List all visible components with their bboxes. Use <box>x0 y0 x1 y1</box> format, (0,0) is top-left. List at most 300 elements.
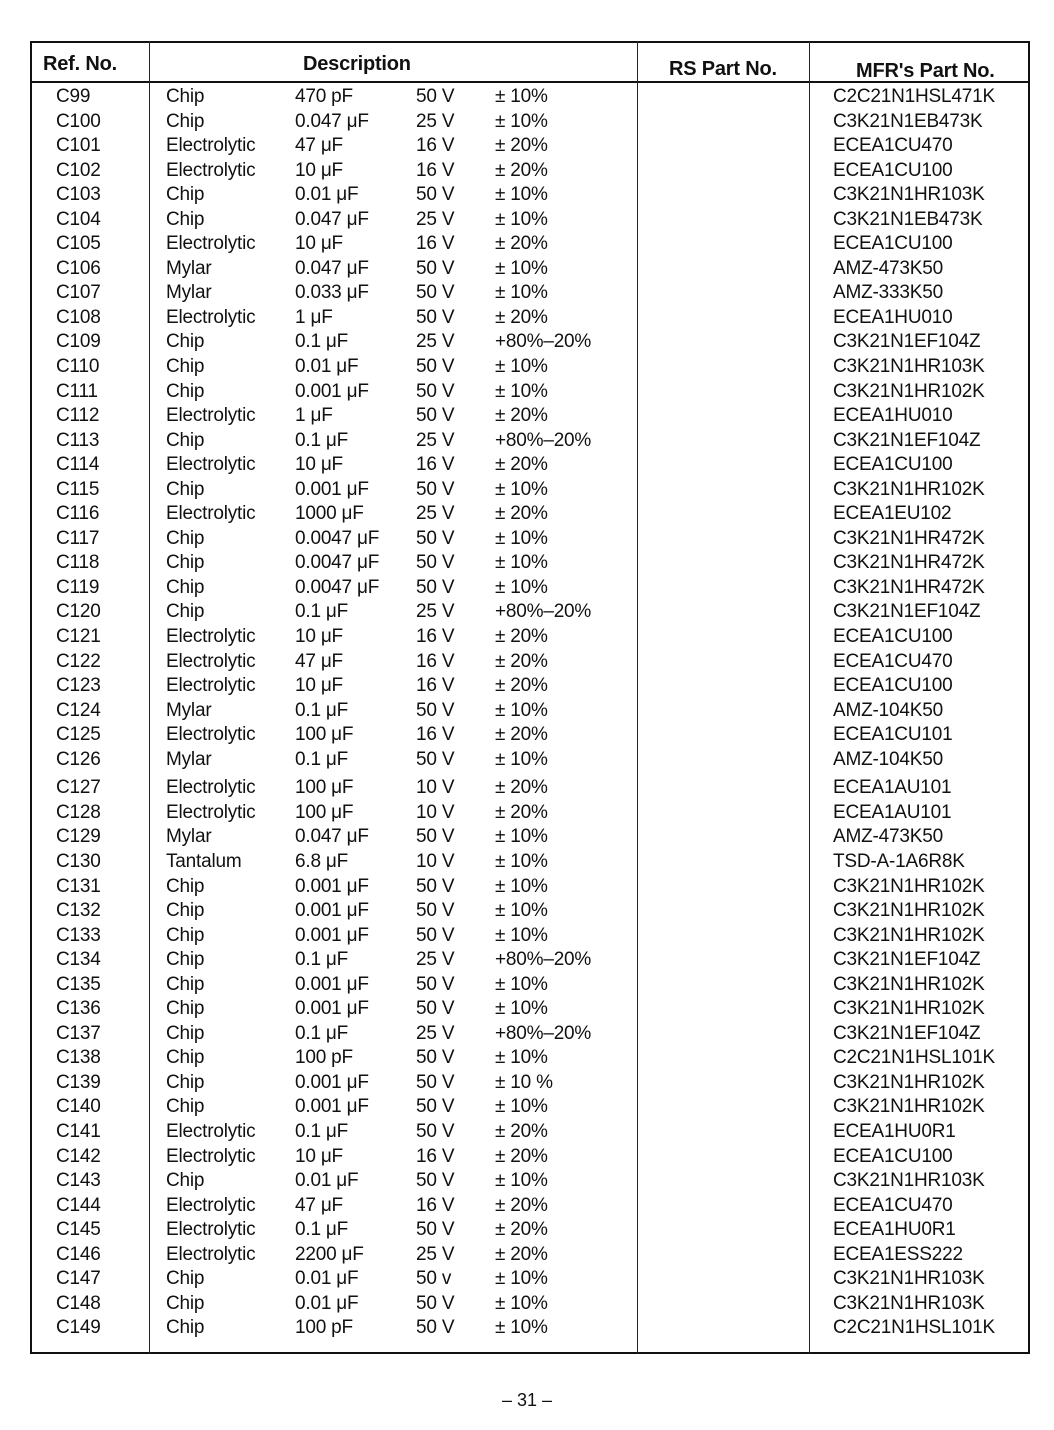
mfr-part-cell: C3K21N1HR472K <box>833 552 985 574</box>
tolerance-cell: ± 20% <box>495 724 548 746</box>
value-cell: 0.001 μF <box>295 900 369 922</box>
ref-no-cell: C106 <box>56 257 101 279</box>
tolerance-cell: ± 20% <box>495 1243 548 1265</box>
value-cell: 0.001 μF <box>295 478 369 500</box>
table-row <box>0 948 1054 973</box>
mfr-part-cell: C3K21N1HR102K <box>833 998 985 1020</box>
ref-no-cell: C148 <box>56 1292 101 1314</box>
mfr-part-cell: C2C21N1HSL101K <box>833 1047 995 1069</box>
table-row <box>0 1046 1054 1071</box>
value-cell: 0.01 μF <box>295 1268 359 1290</box>
value-cell: 100 μF <box>295 777 354 799</box>
mfr-part-cell: C3K21N1EF104Z <box>833 949 981 971</box>
table-row <box>0 404 1054 429</box>
ref-no-cell: C129 <box>56 826 101 848</box>
tolerance-cell: ± 10% <box>495 1170 548 1192</box>
tolerance-cell: ± 20% <box>495 159 548 181</box>
value-cell: 0.01 μF <box>295 356 359 378</box>
value-cell: 0.001 μF <box>295 1096 369 1118</box>
tolerance-cell: ± 10% <box>495 850 548 872</box>
table-row <box>0 1120 1054 1145</box>
type-cell: Electrolytic <box>166 1219 256 1241</box>
mfr-part-cell: ECEA1CU100 <box>833 159 953 181</box>
table-row <box>0 973 1054 998</box>
table-row <box>0 850 1054 875</box>
ref-no-cell: C139 <box>56 1071 101 1093</box>
tolerance-cell: +80%–20% <box>495 331 592 353</box>
value-cell: 0.01 μF <box>295 184 359 206</box>
voltage-cell: 16 V <box>416 675 455 697</box>
mfr-part-cell: ECEA1CU100 <box>833 1145 953 1167</box>
value-cell: 0.1 μF <box>295 1022 349 1044</box>
type-cell: Chip <box>166 1071 205 1093</box>
table-row <box>0 674 1054 699</box>
value-cell: 0.001 μF <box>295 973 369 995</box>
table-row <box>0 1267 1054 1292</box>
ref-no-cell: C117 <box>56 527 100 549</box>
type-cell: Chip <box>166 478 205 500</box>
value-cell: 100 pF <box>295 1317 353 1339</box>
voltage-cell: 25 V <box>416 1243 455 1265</box>
ref-no-cell: C107 <box>56 282 101 304</box>
tolerance-cell: ± 10 % <box>495 1071 553 1093</box>
value-cell: 0.0047 μF <box>295 527 380 549</box>
table-row <box>0 110 1054 135</box>
table-row <box>0 208 1054 233</box>
header-ref-no: Ref. No. <box>43 53 117 75</box>
table-row <box>0 1218 1054 1243</box>
type-cell: Electrolytic <box>166 503 256 525</box>
ref-no-cell: C147 <box>56 1268 101 1290</box>
value-cell: 100 μF <box>295 724 354 746</box>
ref-no-cell: C116 <box>56 503 100 525</box>
tolerance-cell: ± 10% <box>495 973 548 995</box>
value-cell: 6.8 μF <box>295 850 349 872</box>
mfr-part-cell: ECEA1AU101 <box>833 801 952 823</box>
ref-no-cell: C120 <box>56 601 101 623</box>
type-cell: Electrolytic <box>166 135 256 157</box>
tolerance-cell: ± 20% <box>495 1120 548 1142</box>
mfr-part-cell: C3K21N1HR102K <box>833 1096 985 1118</box>
voltage-cell: 25 V <box>416 503 455 525</box>
type-cell: Chip <box>166 1292 205 1314</box>
mfr-part-cell: C3K21N1HR103K <box>833 1170 985 1192</box>
voltage-cell: 50 V <box>416 1317 455 1339</box>
ref-no-cell: C111 <box>56 380 98 402</box>
tolerance-cell: ± 10% <box>495 86 548 107</box>
tolerance-cell: ± 10% <box>495 924 548 946</box>
voltage-cell: 50 V <box>416 900 455 922</box>
voltage-cell: 50 V <box>416 356 455 378</box>
mfr-part-cell: C3K21N1HR102K <box>833 478 985 500</box>
value-cell: 0.001 μF <box>295 998 369 1020</box>
type-cell: Mylar <box>166 282 212 304</box>
tolerance-cell: ± 20% <box>495 675 548 697</box>
voltage-cell: 25 V <box>416 949 455 971</box>
table-row <box>0 85 1054 110</box>
type-cell: Mylar <box>166 748 212 770</box>
mfr-part-cell: C3K21N1HR102K <box>833 1071 985 1093</box>
mfr-part-cell: ECEA1CU470 <box>833 1194 953 1216</box>
value-cell: 0.047 μF <box>295 257 369 279</box>
ref-no-cell: C143 <box>56 1170 101 1192</box>
mfr-part-cell: ECEA1HU010 <box>833 306 953 328</box>
value-cell: 0.1 μF <box>295 949 349 971</box>
voltage-cell: 10 V <box>416 850 455 872</box>
type-cell: Electrolytic <box>166 454 256 476</box>
voltage-cell: 10 V <box>416 777 455 799</box>
table-row <box>0 1169 1054 1194</box>
tolerance-cell: ± 20% <box>495 1219 548 1241</box>
ref-no-cell: C133 <box>56 924 101 946</box>
tolerance-cell: ± 10% <box>495 552 548 574</box>
value-cell: 0.001 μF <box>295 1071 369 1093</box>
table-row <box>0 723 1054 748</box>
voltage-cell: 25 V <box>416 601 455 623</box>
voltage-cell: 50 V <box>416 748 455 770</box>
table-row <box>0 355 1054 380</box>
voltage-cell: 50 V <box>416 184 455 206</box>
table-row <box>0 1095 1054 1120</box>
value-cell: 0.1 μF <box>295 429 349 451</box>
table-row <box>0 600 1054 625</box>
ref-no-cell: C114 <box>56 454 100 476</box>
table-row <box>0 576 1054 601</box>
voltage-cell: 16 V <box>416 454 455 476</box>
table-row <box>0 1292 1054 1317</box>
tolerance-cell: ± 10% <box>495 184 548 206</box>
value-cell: 0.047 μF <box>295 208 369 230</box>
value-cell: 0.001 μF <box>295 380 369 402</box>
type-cell: Electrolytic <box>166 626 256 648</box>
voltage-cell: 50 V <box>416 826 455 848</box>
mfr-part-cell: ECEA1CU470 <box>833 650 953 672</box>
type-cell: Electrolytic <box>166 1120 256 1142</box>
mfr-part-cell: ECEA1CU100 <box>833 233 953 255</box>
table-row <box>0 134 1054 159</box>
table-row <box>0 453 1054 478</box>
type-cell: Chip <box>166 429 205 451</box>
value-cell: 0.033 μF <box>295 282 369 304</box>
type-cell: Electrolytic <box>166 650 256 672</box>
voltage-cell: 50 V <box>416 527 455 549</box>
voltage-cell: 50 V <box>416 1047 455 1069</box>
table-row <box>0 478 1054 503</box>
value-cell: 47 μF <box>295 1194 343 1216</box>
voltage-cell: 50 V <box>416 282 455 304</box>
ref-no-cell: C130 <box>56 850 101 872</box>
voltage-cell: 10 V <box>416 801 455 823</box>
table-row <box>0 429 1054 454</box>
mfr-part-cell: AMZ-473K50 <box>833 257 943 279</box>
header-rs-part-no: RS Part No. <box>669 58 777 80</box>
mfr-part-cell: ECEA1EU102 <box>833 503 952 525</box>
ref-no-cell: C136 <box>56 998 101 1020</box>
value-cell: 0.1 μF <box>295 699 349 721</box>
type-cell: Chip <box>166 331 205 353</box>
table-row <box>0 1243 1054 1268</box>
table-row <box>0 527 1054 552</box>
ref-no-cell: C122 <box>56 650 101 672</box>
table-row <box>0 551 1054 576</box>
ref-no-cell: C142 <box>56 1145 101 1167</box>
tolerance-cell: ± 10% <box>495 748 548 770</box>
value-cell: 0.047 μF <box>295 110 369 132</box>
value-cell: 1 μF <box>295 405 333 427</box>
mfr-part-cell: AMZ-473K50 <box>833 826 943 848</box>
mfr-part-cell: AMZ-104K50 <box>833 699 943 721</box>
voltage-cell: 50 V <box>416 1120 455 1142</box>
value-cell: 100 μF <box>295 801 354 823</box>
header-description: Description <box>303 53 411 75</box>
tolerance-cell: ± 10% <box>495 875 548 897</box>
voltage-cell: 50 V <box>416 306 455 328</box>
mfr-part-cell: ECEA1CU100 <box>833 675 953 697</box>
voltage-cell: 50 V <box>416 478 455 500</box>
value-cell: 0.1 μF <box>295 748 349 770</box>
type-cell: Chip <box>166 380 205 402</box>
mfr-part-cell: ECEA1CU470 <box>833 135 953 157</box>
table-row <box>0 801 1054 826</box>
voltage-cell: 50 V <box>416 1170 455 1192</box>
mfr-part-cell: ECEA1HU010 <box>833 405 953 427</box>
type-cell: Chip <box>166 552 205 574</box>
tolerance-cell: ± 20% <box>495 1194 548 1216</box>
type-cell: Chip <box>166 184 205 206</box>
type-cell: Electrolytic <box>166 1243 256 1265</box>
tolerance-cell: ± 10% <box>495 356 548 378</box>
voltage-cell: 16 V <box>416 650 455 672</box>
ref-no-cell: C145 <box>56 1219 101 1241</box>
ref-no-cell: C112 <box>56 405 100 427</box>
type-cell: Chip <box>166 86 205 107</box>
voltage-cell: 50 V <box>416 1071 455 1093</box>
ref-no-cell: C109 <box>56 331 101 353</box>
table-row <box>0 699 1054 724</box>
voltage-cell: 16 V <box>416 724 455 746</box>
tolerance-cell: +80%–20% <box>495 949 592 971</box>
tolerance-cell: +80%–20% <box>495 1022 592 1044</box>
value-cell: 0.001 μF <box>295 924 369 946</box>
tolerance-cell: ± 10% <box>495 380 548 402</box>
table-row <box>0 997 1054 1022</box>
mfr-part-cell: ECEA1HU0R1 <box>833 1120 956 1142</box>
tolerance-cell: ± 20% <box>495 777 548 799</box>
voltage-cell: 16 V <box>416 135 455 157</box>
table-row <box>0 1145 1054 1170</box>
ref-no-cell: C124 <box>56 699 101 721</box>
tolerance-cell: ± 10% <box>495 208 548 230</box>
mfr-part-cell: ECEA1AU101 <box>833 777 952 799</box>
value-cell: 100 pF <box>295 1047 353 1069</box>
type-cell: Chip <box>166 1268 205 1290</box>
type-cell: Chip <box>166 356 205 378</box>
type-cell: Chip <box>166 527 205 549</box>
value-cell: 10 μF <box>295 675 343 697</box>
value-cell: 10 μF <box>295 626 343 648</box>
voltage-cell: 50 V <box>416 257 455 279</box>
type-cell: Electrolytic <box>166 777 256 799</box>
table-row <box>0 380 1054 405</box>
type-cell: Chip <box>166 973 205 995</box>
table-row <box>0 924 1054 949</box>
ref-no-cell: C123 <box>56 675 101 697</box>
tolerance-cell: ± 10% <box>495 699 548 721</box>
value-cell: 10 μF <box>295 1145 343 1167</box>
type-cell: Electrolytic <box>166 159 256 181</box>
tolerance-cell: ± 20% <box>495 650 548 672</box>
tolerance-cell: ± 10% <box>495 110 548 132</box>
voltage-cell: 50 V <box>416 86 455 107</box>
type-cell: Chip <box>166 208 205 230</box>
voltage-cell: 50 V <box>416 1219 455 1241</box>
mfr-part-cell: C3K21N1EF104Z <box>833 1022 981 1044</box>
type-cell: Chip <box>166 1170 205 1192</box>
voltage-cell: 50 V <box>416 924 455 946</box>
mfr-part-cell: C3K21N1HR102K <box>833 924 985 946</box>
voltage-cell: 50 V <box>416 1096 455 1118</box>
type-cell: Chip <box>166 1096 205 1118</box>
mfr-part-cell: C3K21N1EB473K <box>833 208 983 230</box>
voltage-cell: 50 V <box>416 380 455 402</box>
ref-no-cell: C134 <box>56 949 101 971</box>
mfr-part-cell: ECEA1ESS222 <box>833 1243 963 1265</box>
table-row <box>0 232 1054 257</box>
ref-no-cell: C149 <box>56 1317 101 1339</box>
tolerance-cell: ± 10% <box>495 1317 548 1339</box>
voltage-cell: 16 V <box>416 1145 455 1167</box>
header-mfr-part-no: MFR's Part No. <box>856 60 995 82</box>
type-cell: Chip <box>166 900 205 922</box>
voltage-cell: 50 V <box>416 552 455 574</box>
ref-no-cell: C138 <box>56 1047 101 1069</box>
type-cell: Chip <box>166 1047 205 1069</box>
ref-no-cell: C115 <box>56 478 100 500</box>
type-cell: Chip <box>166 576 205 598</box>
mfr-part-cell: C3K21N1HR103K <box>833 1268 985 1290</box>
tolerance-cell: ± 20% <box>495 405 548 427</box>
mfr-part-cell: C3K21N1HR102K <box>833 380 985 402</box>
table-row <box>0 330 1054 355</box>
tolerance-cell: ± 10% <box>495 527 548 549</box>
value-cell: 0.1 μF <box>295 1219 349 1241</box>
tolerance-cell: ± 20% <box>495 1145 548 1167</box>
voltage-cell: 16 V <box>416 233 455 255</box>
ref-no-cell: C131 <box>56 875 101 897</box>
value-cell: 0.01 μF <box>295 1292 359 1314</box>
mfr-part-cell: C3K21N1HR103K <box>833 1292 985 1314</box>
mfr-part-cell: ECEA1CU100 <box>833 626 953 648</box>
value-cell: 0.0047 μF <box>295 552 380 574</box>
mfr-part-cell: C3K21N1EF104Z <box>833 429 981 451</box>
mfr-part-cell: C2C21N1HSL471K <box>833 86 995 107</box>
value-cell: 0.047 μF <box>295 826 369 848</box>
voltage-cell: 25 V <box>416 429 455 451</box>
tolerance-cell: ± 20% <box>495 454 548 476</box>
voltage-cell: 50 V <box>416 998 455 1020</box>
ref-no-cell: C110 <box>56 356 100 378</box>
ref-no-cell: C105 <box>56 233 101 255</box>
tolerance-cell: ± 20% <box>495 233 548 255</box>
type-cell: Chip <box>166 1317 205 1339</box>
type-cell: Chip <box>166 110 205 132</box>
mfr-part-cell: C3K21N1HR102K <box>833 973 985 995</box>
voltage-cell: 50 V <box>416 875 455 897</box>
value-cell: 0.1 μF <box>295 1120 349 1142</box>
voltage-cell: 16 V <box>416 1194 455 1216</box>
table-row <box>0 1022 1054 1047</box>
ref-no-cell: C118 <box>56 552 100 574</box>
mfr-part-cell: C3K21N1HR103K <box>833 184 985 206</box>
mfr-part-cell: C3K21N1HR102K <box>833 900 985 922</box>
tolerance-cell: ± 10% <box>495 998 548 1020</box>
parts-table-body <box>0 85 1054 1341</box>
ref-no-cell: C100 <box>56 110 101 132</box>
ref-no-cell: C137 <box>56 1022 101 1044</box>
value-cell: 10 μF <box>295 159 343 181</box>
tolerance-cell: ± 10% <box>495 1292 548 1314</box>
tolerance-cell: ± 10% <box>495 282 548 304</box>
mfr-part-cell: AMZ-333K50 <box>833 282 943 304</box>
tolerance-cell: +80%–20% <box>495 429 592 451</box>
ref-no-cell: C103 <box>56 184 101 206</box>
ref-no-cell: C125 <box>56 724 101 746</box>
ref-no-cell: C108 <box>56 306 101 328</box>
voltage-cell: 50 V <box>416 1292 455 1314</box>
table-row <box>0 899 1054 924</box>
tolerance-cell: ± 10% <box>495 257 548 279</box>
type-cell: Electrolytic <box>166 306 256 328</box>
tolerance-cell: ± 10% <box>495 1047 548 1069</box>
type-cell: Chip <box>166 949 205 971</box>
value-cell: 0.1 μF <box>295 331 349 353</box>
table-row <box>0 1071 1054 1096</box>
ref-no-cell: C140 <box>56 1096 101 1118</box>
table-row <box>0 825 1054 850</box>
table-row <box>0 776 1054 801</box>
mfr-part-cell: C3K21N1HR102K <box>833 875 985 897</box>
table-row <box>0 183 1054 208</box>
type-cell: Electrolytic <box>166 1145 256 1167</box>
type-cell: Mylar <box>166 826 212 848</box>
ref-no-cell: C121 <box>56 626 101 648</box>
table-row <box>0 281 1054 306</box>
voltage-cell: 25 V <box>416 110 455 132</box>
tolerance-cell: ± 10% <box>495 576 548 598</box>
voltage-cell: 50 V <box>416 973 455 995</box>
mfr-part-cell: C3K21N1EF104Z <box>833 601 981 623</box>
mfr-part-cell: TSD-A-1A6R8K <box>833 850 965 872</box>
table-row <box>0 875 1054 900</box>
voltage-cell: 50 V <box>416 576 455 598</box>
tolerance-cell: ± 20% <box>495 306 548 328</box>
tolerance-cell: ± 20% <box>495 503 548 525</box>
ref-no-cell: C104 <box>56 208 101 230</box>
type-cell: Electrolytic <box>166 724 256 746</box>
table-row <box>0 306 1054 331</box>
voltage-cell: 25 V <box>416 331 455 353</box>
mfr-part-cell: ECEA1HU0R1 <box>833 1219 956 1241</box>
table-row <box>0 159 1054 184</box>
tolerance-cell: ± 20% <box>495 626 548 648</box>
ref-no-cell: C144 <box>56 1194 101 1216</box>
ref-no-cell: C128 <box>56 801 101 823</box>
tolerance-cell: ± 20% <box>495 135 548 157</box>
tolerance-cell: ± 10% <box>495 478 548 500</box>
mfr-part-cell: AMZ-104K50 <box>833 748 943 770</box>
value-cell: 47 μF <box>295 650 343 672</box>
mfr-part-cell: C3K21N1EF104Z <box>833 331 981 353</box>
